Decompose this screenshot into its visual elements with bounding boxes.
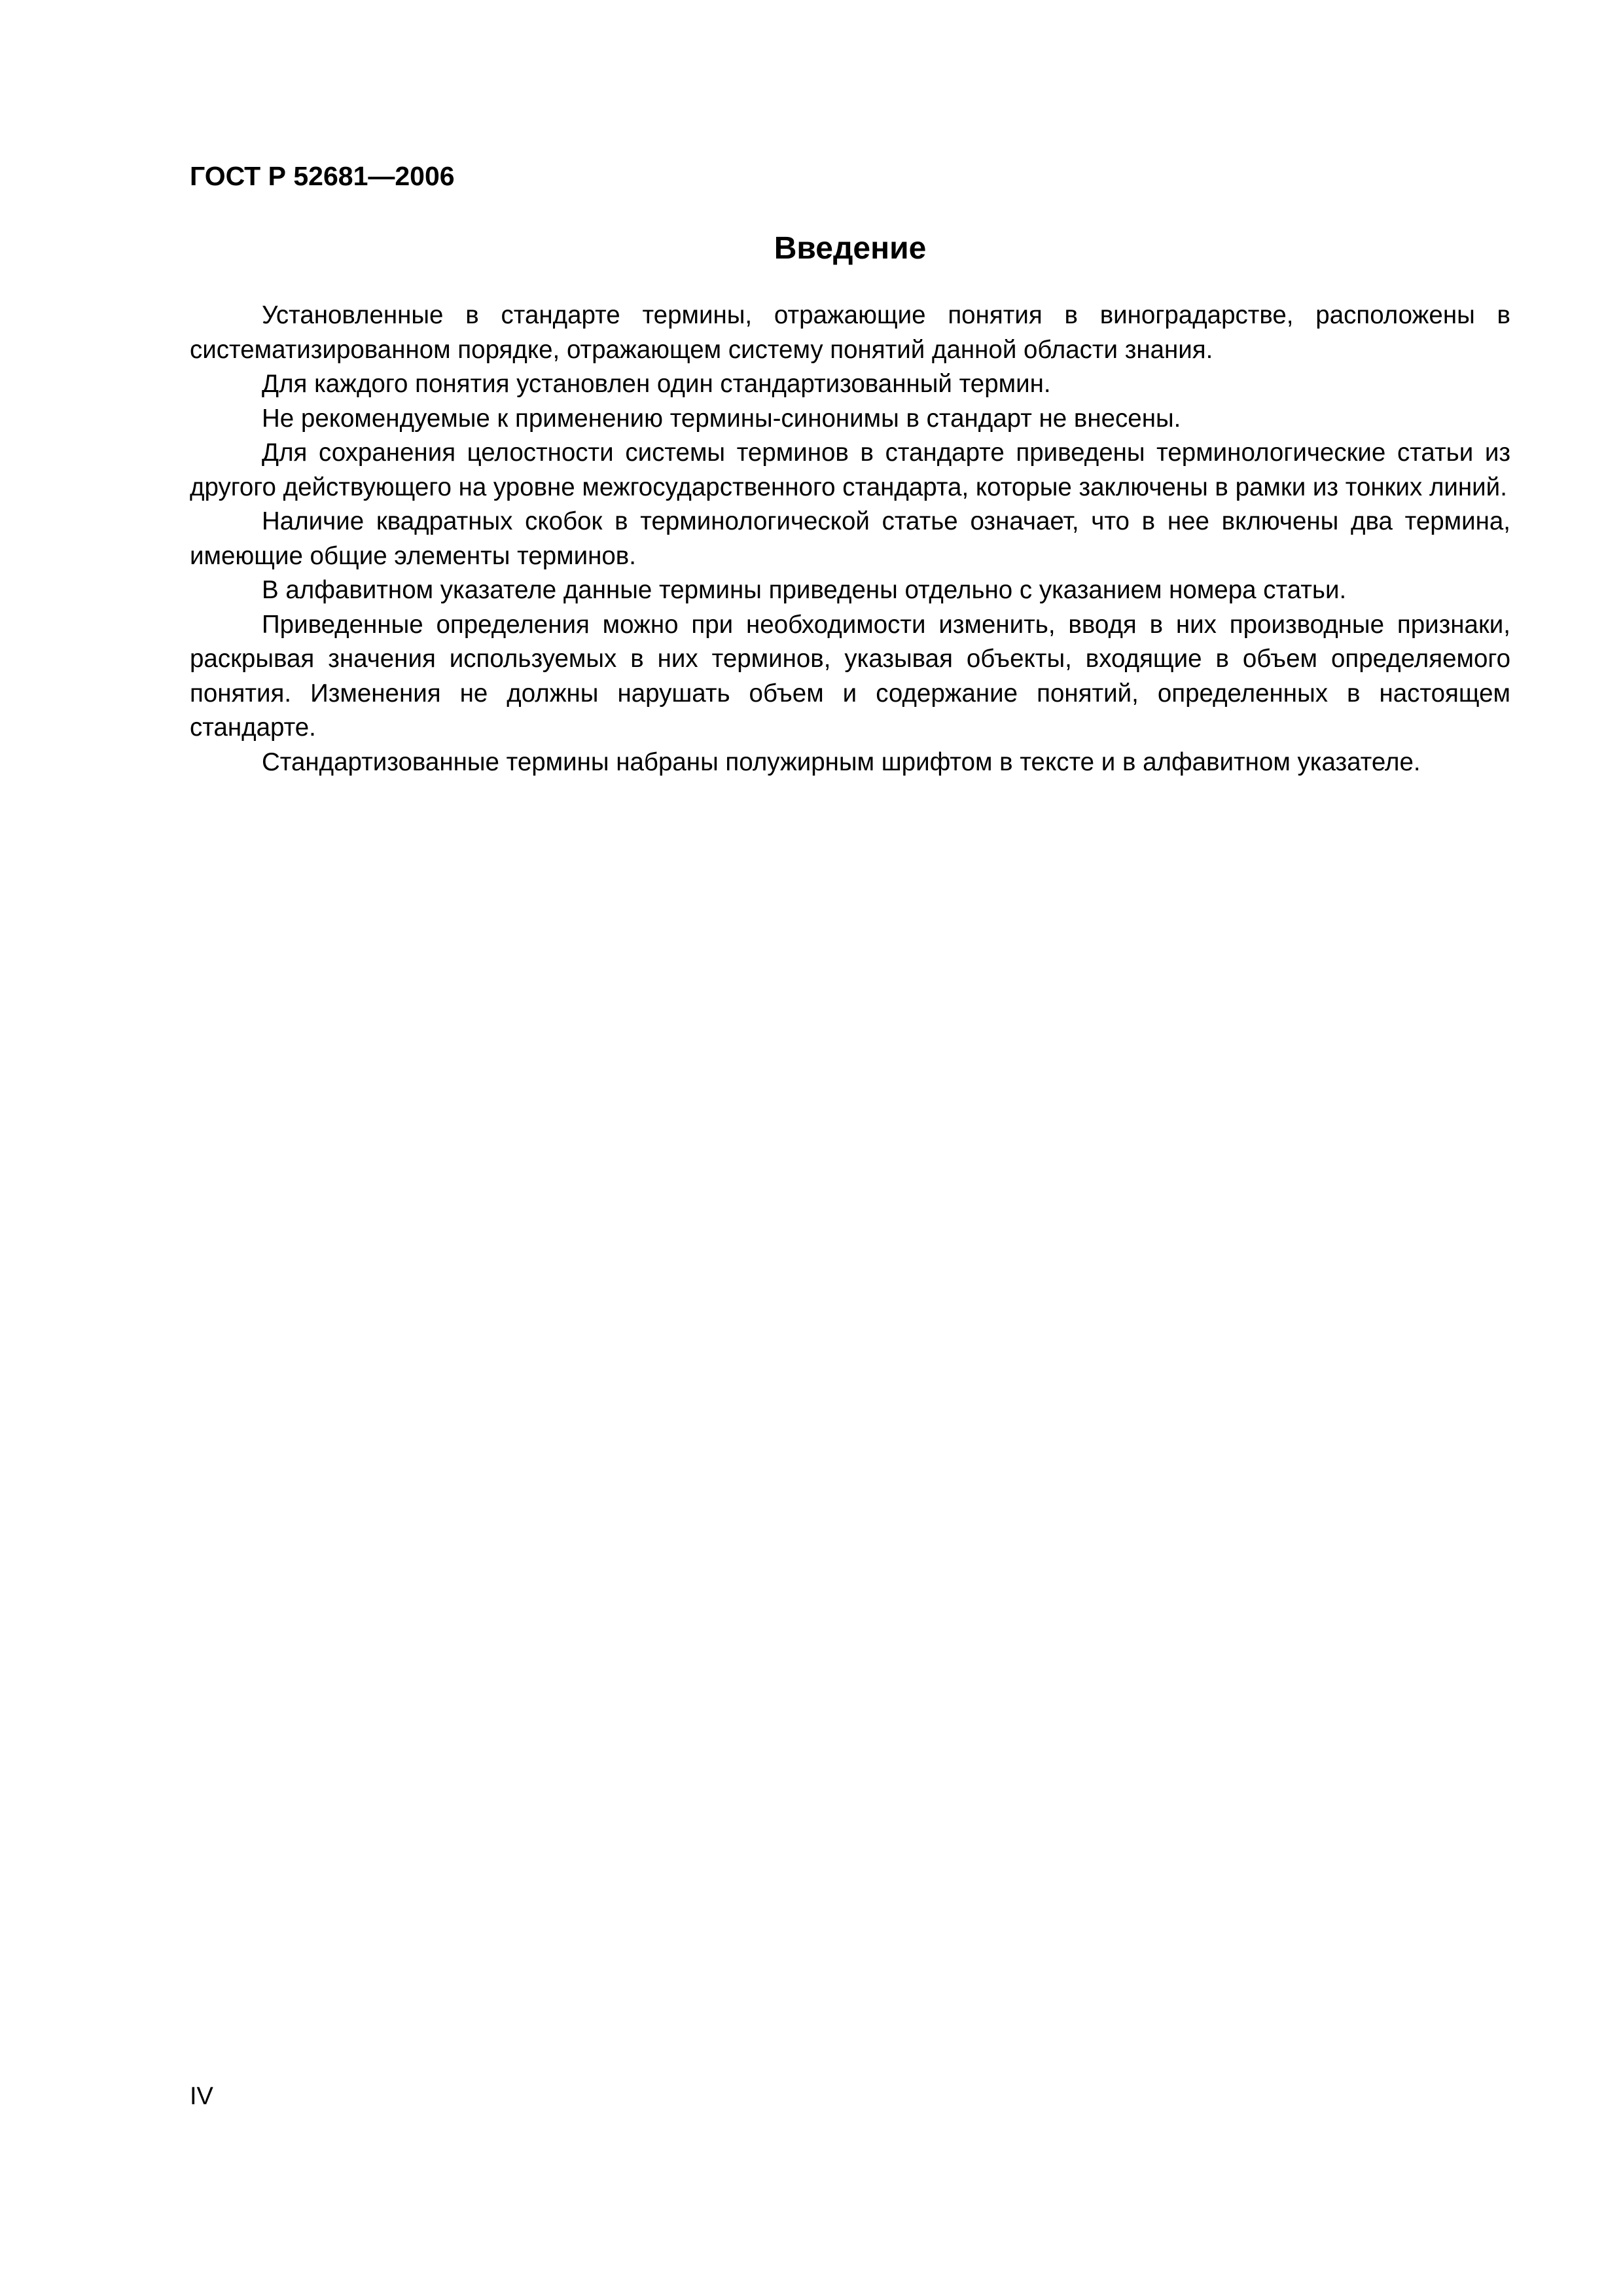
standard-code-header: ГОСТ Р 52681—2006 [190, 161, 455, 191]
paragraph: Приведенные определения можно при необходимости изменить, вводя в них производные признаки, раскрывая значения используемых в них терминов, указывая объекты, входящие в объем определяемого понятия. Изменения не должны нарушать объем и содержание понятий, определенных в настоящем стандарте. [190, 610, 1510, 742]
paragraph: Наличие квадратных скобок в терминологической статье означает, что в нее включены два термина, имеющие общие элементы терминов. [190, 507, 1510, 570]
paragraph: В алфавитном указателе данные термины приведены отдельно с указанием номера статьи. [262, 576, 1347, 604]
section-title: Введение [774, 231, 927, 266]
paragraph: Стандартизованные термины набраны полужирным шрифтом в тексте и в алфавитном указателе. [262, 747, 1421, 776]
paragraph: Не рекомендуемые к применению термины-синонимы в стандарт не внесены. [262, 404, 1181, 433]
paragraph: Установленные в стандарте термины, отражающие понятия в виноградарстве, расположены в систематизированном порядке, отражающем систему понятий данной области знания. [190, 301, 1510, 364]
introduction-body [190, 298, 1510, 780]
paragraph: Для сохранения целостности системы терминов в стандарте приведены терминологические статьи из другого действующего на уровне межгосударственного стандарта, которые заключены в рамки из тонких линий. [190, 439, 1510, 501]
page-number: IV [190, 2083, 213, 2110]
paragraph: Для каждого понятия установлен один стандартизованный термин. [262, 370, 1051, 398]
